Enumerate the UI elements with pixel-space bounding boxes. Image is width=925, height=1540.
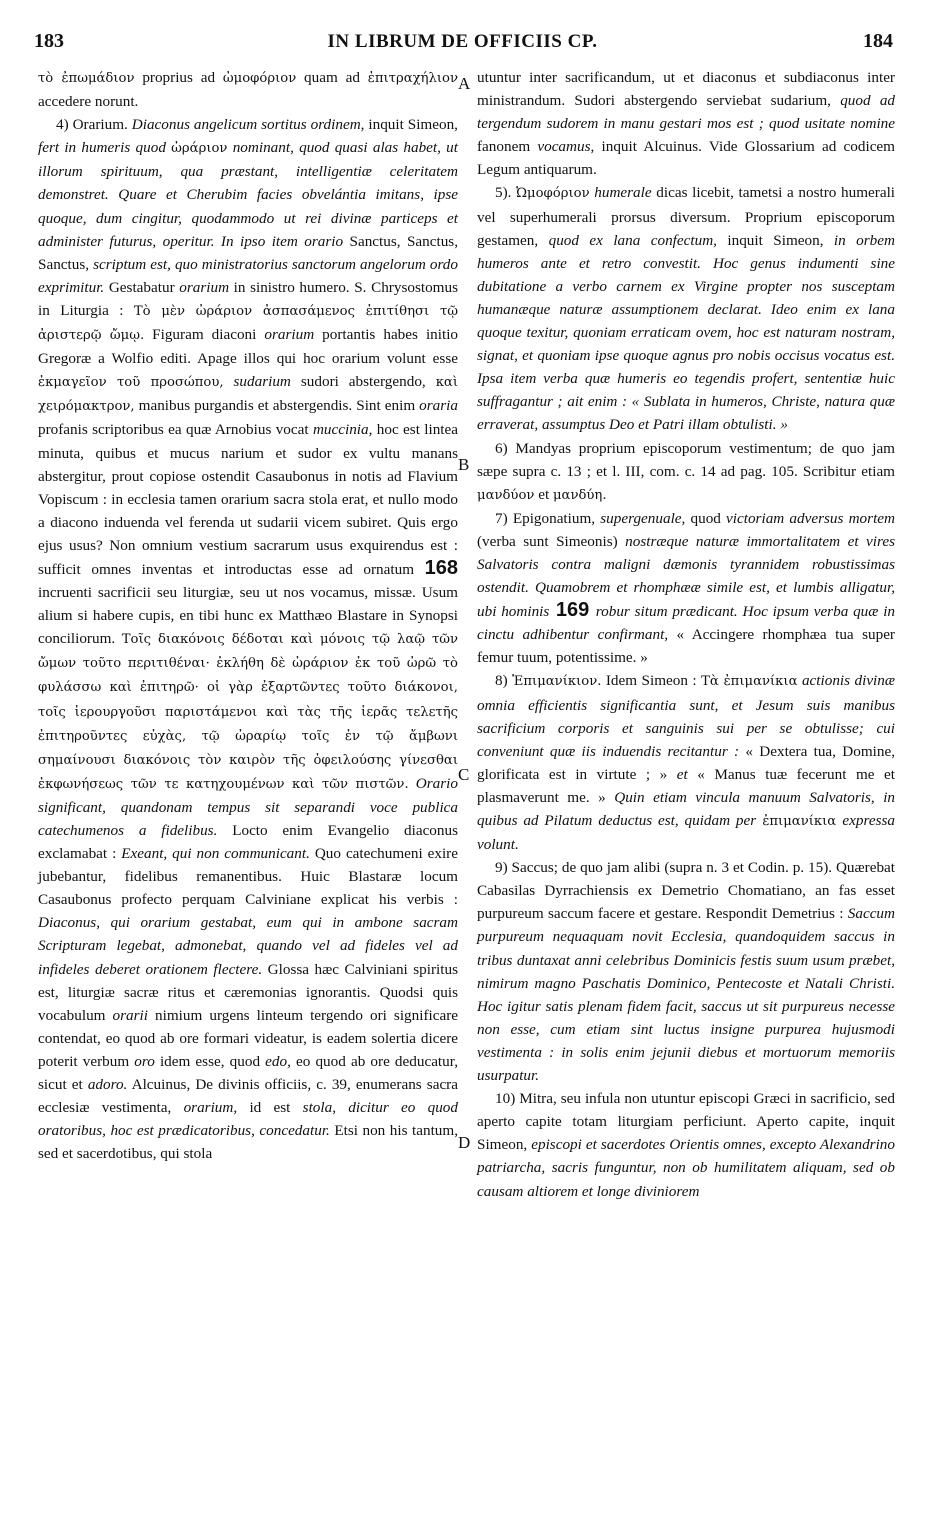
text-run: portantis habes initio Gregoræ a Wolfio editi. Apage illos qui hoc orarium volunt esse (38, 326, 459, 368)
text-run: 10) Mitra, seu infula non utuntur episcopi Græci in sacrificio, sed aperto capite totam liturgiam perficiunt. Aperto capite, inquit Simeon, (477, 1090, 895, 1154)
text-run: Idem Simeon : (601, 672, 702, 690)
greek-text: μανδύον (477, 487, 535, 503)
text-run: proprius ad (134, 69, 223, 86)
italic-text: victoriam adversus mortem (726, 509, 895, 527)
text-run: Glossa hæc Calviniani spiritus est, liturgiæ sacræ ritus et cæremonias ignorantis. Quodsi quis vocabulum (38, 960, 458, 1024)
text-run: profanis scriptoribus ea quæ Arnobius vocat (38, 421, 313, 439)
paragraph-saccus (477, 856, 895, 1087)
paragraph-epimanikion (477, 669, 895, 856)
italic-text: orarium (179, 278, 230, 296)
text-run (224, 373, 234, 390)
italic-text: fert in humeris quod (38, 139, 172, 157)
page-number-left: 183 (34, 30, 64, 52)
greek-text: ἐπιτραχήλιον (367, 71, 459, 86)
greek-text: ὠράριον (171, 141, 228, 157)
text-run: Quo catechumeni exire jubebantur, fidelibus remanentibus. Huic Blastaræ locum Casaubonus profecto perquam Calviniane explicat his verbis : (38, 845, 458, 909)
italic-text: Quin etiam vincula manuum Salvatoris, in quibus ad Pilatum deductus est, quidam per (477, 788, 896, 829)
margin-letter-a: A (458, 74, 471, 93)
italic-text: expressa volunt. (477, 812, 895, 854)
text-run: quod (685, 509, 727, 527)
margin-letter-d: D (458, 1133, 471, 1152)
greek-text: καὶ χειρόμακτρον, (38, 375, 459, 415)
italic-text: vocamus (537, 138, 591, 156)
paragraph-omophorion (477, 181, 895, 436)
text-run: 5). (495, 184, 517, 202)
italic-text: supergenuale, (600, 509, 686, 527)
italic-text: orarium (264, 326, 315, 344)
text-run: 9) Saccus; de quo jam alibi (supra n. 3 et Codin. p. 15). Quærebat Cabasilas Dyrrachiensis ex Demetrio Chomatiano, an fas esset purpureum saccum facere et gestare. Respondit Demetrius : (477, 859, 895, 923)
text-run: utuntur inter sacrificandum, ut et diaconus et subdiaconus inter ministrandum. Sudori abstergendo serviebat sudarium, (477, 69, 895, 110)
text-run: (verba sunt Simeonis) (477, 532, 626, 550)
italic-text: Orario significant, quandonam tempus sit separandi voce publica catechumenos a fidelibus. (38, 774, 458, 839)
text-run: sudori abstergendo, (290, 373, 436, 391)
italic-text: oro (134, 1052, 155, 1070)
marginal-page-number: 169 (549, 599, 596, 622)
text-run: Locto enim Evangelio diaconus exclamabat : (38, 822, 458, 863)
text-run: fanonem (477, 138, 538, 156)
text-run: 4) Orarium. (56, 116, 132, 134)
italic-text: muccinia, (312, 421, 373, 439)
greek-text: ἐκμαγεῖον τοῦ προσώπου, (38, 375, 224, 391)
marginal-page-number: 168 (424, 556, 458, 579)
italic-text: nostræque naturæ immortalitatem et vires Salvatoris contra maligni dæmonis tyrannidem robustissimas ostendit. Quamobrem et rhomphææ simile est, et lumbis alligatur, ubi hominis (477, 532, 895, 621)
text-run: hoc est lintea minuta, quibus et mucus narium et sudor ex vultu manans abstergitur, prout copiose ostendit Casaubonus in notis ad Flavium Vopiscum : in ecclesia tamen orarium sacra stola erat, et nullo modo a diacono induenda vel ferenda ut sudarii vicem subiret. Quis ergo ejus usus? Non omnium vestium sacrarum usus exquirendus est : sufficit omnes inventas et introductas esse ad ornatum (38, 421, 458, 578)
paragraph-epigonatium (477, 507, 895, 670)
text-run: quam ad (296, 69, 368, 86)
italic-text: quod ad tergendum sudorem in manu gestari mos est ; quod usitate nomine (477, 92, 896, 133)
greek-text: Τὸ μὲν ὠράριον ἀσπασάμενος ἐπιτίθησι τῷ ἀριστερῷ ὤμῳ. (38, 303, 458, 344)
italic-text: scriptum est, quo ministratorius sanctorum angelorum ordo exprimitur. (38, 255, 458, 296)
margin-letter-c: C (458, 765, 470, 784)
text-run: dicas licebit, tametsi a nostro humerali vel superhumerali prorsus diversum. Proprium episcoporum gestamen, (477, 184, 896, 249)
italic-text: quod ex lana confectum, (548, 231, 717, 249)
text-run: id est (237, 1099, 303, 1117)
italic-text: edo, (265, 1052, 291, 1070)
text-run: Figuram diaconi (144, 326, 265, 344)
paragraph-mandyas (477, 437, 895, 507)
italic-text: stola, dicitur eo quod oratoribus, hoc est prædicatoribus, concedatur. (38, 1099, 458, 1140)
text-run: in sinistro humero. S. Chrysostomus in Liturgia : (38, 278, 458, 319)
text-run: eo quod ab ore deducatur, sicut et (38, 1052, 458, 1094)
running-header (30, 30, 895, 60)
running-title: IN LIBRUM DE OFFICIIS CP. (327, 31, 598, 52)
greek-text: Τὰ ἐπιμανίκια (701, 674, 798, 690)
italic-text: actionis divinæ omnia efficientis significantia sunt, et Jesum suis manibus sacrificium corporis et sanguinis sui per se obtulisse; cui conveniunt quæ iis induendis recitantur : (477, 672, 896, 760)
greek-text: ὠμοφόριον (222, 71, 297, 86)
text-run: Gestabatur (104, 278, 180, 296)
italic-text: Diaconus, qui orarium gestabat, eum qui in ambone sacram Scripturam legebat, admonebat, quando vel ad fideles vel ad infideles deberet orationem flectere. (38, 914, 458, 978)
text-run: , inquit Alcuinus. Vide Glossarium ad codicem Legum antiquarum. (477, 138, 895, 179)
text-run: inquit Simeon, (364, 116, 458, 134)
text-run: inquit Simeon, (716, 231, 834, 249)
text-run: 6) Mandyas proprium episcoporum vestimentum; de quo jam sæpe supra c. 13 ; et l. III, com. c. 14 ad pag. 105. Scribitur etiam (477, 439, 895, 480)
italic-text: humerale (594, 184, 652, 202)
italic-text: robur situm prædicant. Hoc ipsum verba quæ in cinctu adhibentur confirmant, (477, 603, 896, 644)
italic-text: adoro. (87, 1076, 128, 1094)
text-run: accedere norunt. (38, 93, 139, 111)
paragraph-orarium (38, 113, 458, 1165)
text-run: 8) (495, 672, 513, 690)
greek-text: τὸ ἐπωμάδιον (38, 71, 135, 86)
text-run: incruenti sacrificii seu liturgiæ, seu ut nos vocamus, missæ. Usum alium si habere cupis, en tibi hunc ex Matthæo Blastare in Synopsi conciliorum. (38, 584, 458, 648)
text-run: « Dextera tua, Domine, glorificata est in virtute ; » (477, 742, 895, 783)
text-run: Alcuinus, De divinis officiis, c. 39, enumerans sacra ecclesiæ vestimenta, (38, 1076, 458, 1117)
italic-text: et (676, 765, 688, 783)
text-run: 7) Epigonatium, (495, 509, 601, 527)
text-run: nimium urgens linteum tergendo ori significare contendat, eo quod ab ore formari videatur, is eadem solertia dicere poterit verbum (38, 1006, 459, 1070)
text-run: Etsi non his tantum, sed et sacerdotibus, qui stola (38, 1122, 458, 1163)
italic-text: Diaconus angelicum sortitus ordinem, (131, 116, 365, 134)
greek-text: Τοῖς διακόνοις δέδοται καὶ μόνοις τῷ λαῷ τῶν ὤμων τοῦτο περιτιθέναι· ἐκλήθη δὲ ὠράριον ἐκ τοῦ ὠρῶ τὸ φυλάσσω καὶ ἐπιτηρῶ· οἱ γὰρ ἐξαρτῶντες τοῦτο διάκονοι, τοῖς ἱερουργοῦσι παριστάμενοι καὶ τὰς τῆς ἱερᾶς τελετῆς ἐπιτηροῦντες εὐχὰς, τῷ ὠραρίῳ τοῖς ἐν τῷ ἄμβωνι σημαίνουσι διακόνοις τὸν καιρὸν τῆς ὀφειλούσης γίνεσθαι ἐκφωνήσεως τῶν τε κατηχουμένων καὶ τῶν πιστῶν. (38, 632, 459, 792)
italic-text: orarium, (183, 1099, 238, 1117)
paragraph-mitra (477, 1087, 895, 1202)
paragraph (477, 66, 895, 181)
greek-text: Ἐπιμανίκιον. (512, 674, 602, 690)
italic-text: in orbem humeros ante et retro convestit. Hoc genus indumenti sine dubitatione a verbo carnem ex Virgine propter nos susceptam humanæque naturæ assumptionem declarat. Ideo enim ex lana quoque texitur, quoniam erraticam ovem, hoc est naturam nostram, signat, et quoniam ipse quoque agnus pro nobis occisus vocatus est. Ipsa item verba quæ humeris eo tegendis profert, sententiæ huic suffragantur ; ait enim : « Sublata in humeros, Christe, natura quæ erraverat, assumptus Deo et Patri illam obtulisti. » (477, 231, 895, 434)
text-run: Sanctus, Sanctus, Sanctus, (38, 232, 458, 273)
left-column (38, 66, 458, 1165)
text-run: « Manus tuæ fecerunt me et plasmaverunt me. » (477, 765, 895, 806)
text-run: et (534, 485, 553, 503)
right-column (477, 66, 895, 1203)
paragraph (38, 66, 458, 113)
text-run: « Accingere rhomphæa tua super femur tuum, potentissime. » (477, 626, 895, 667)
greek-text: ἐπιμανίκια (756, 814, 843, 829)
italic-text: Exeant, qui non communicant. (121, 845, 310, 863)
greek-text: μανδύη. (552, 487, 607, 503)
italic-text: orarii (112, 1006, 148, 1024)
text-run: manibus purgandis et abstergendis. Sint enim (134, 397, 420, 415)
italic-text: episcopi et sacerdotes Orientis omnes, excepto Alexandrino patriarcha, sacris funguntur, non ob humilitatem aliquam, sed ob causam altiorem et longe diviniorem (477, 1136, 895, 1200)
text-run: idem esse, quod (154, 1052, 266, 1070)
margin-letter-b: B (458, 455, 470, 474)
italic-text: nominant, quod quasi alas habet, ut illorum spirituum, qua præstant, intelligentiæ celeritatem demonstret. Quare et Cherubim facies obvelántia imitans, ipse quoque, dum cingitur, quodammodo ut rei divinæ particeps et administer futurus, operitur. In ipso item orario (38, 139, 458, 250)
italic-text: oraria (419, 397, 458, 415)
italic-text: Saccum purpureum nequaquam novit Ecclesia, quandoquidem saccus in tribus duntaxat anni celebribus Dominicis festis suum usum præbet, nimirum magno Paschatis Dominico, Pentecoste et Natali Christi. Hoc igitur satis plenam fidem facit, saccus ut sit purpureus necesse non esse, cum etiam sint luctus insigne purpurea hujusmodi vestimenta : in solis enim jejunii diebus et mortuorum memoriis usurpatur. (477, 905, 895, 1085)
greek-text: Ὠμοφόριον (516, 186, 590, 202)
italic-text: sudarium (233, 373, 291, 391)
page-number-right: 184 (863, 30, 893, 52)
